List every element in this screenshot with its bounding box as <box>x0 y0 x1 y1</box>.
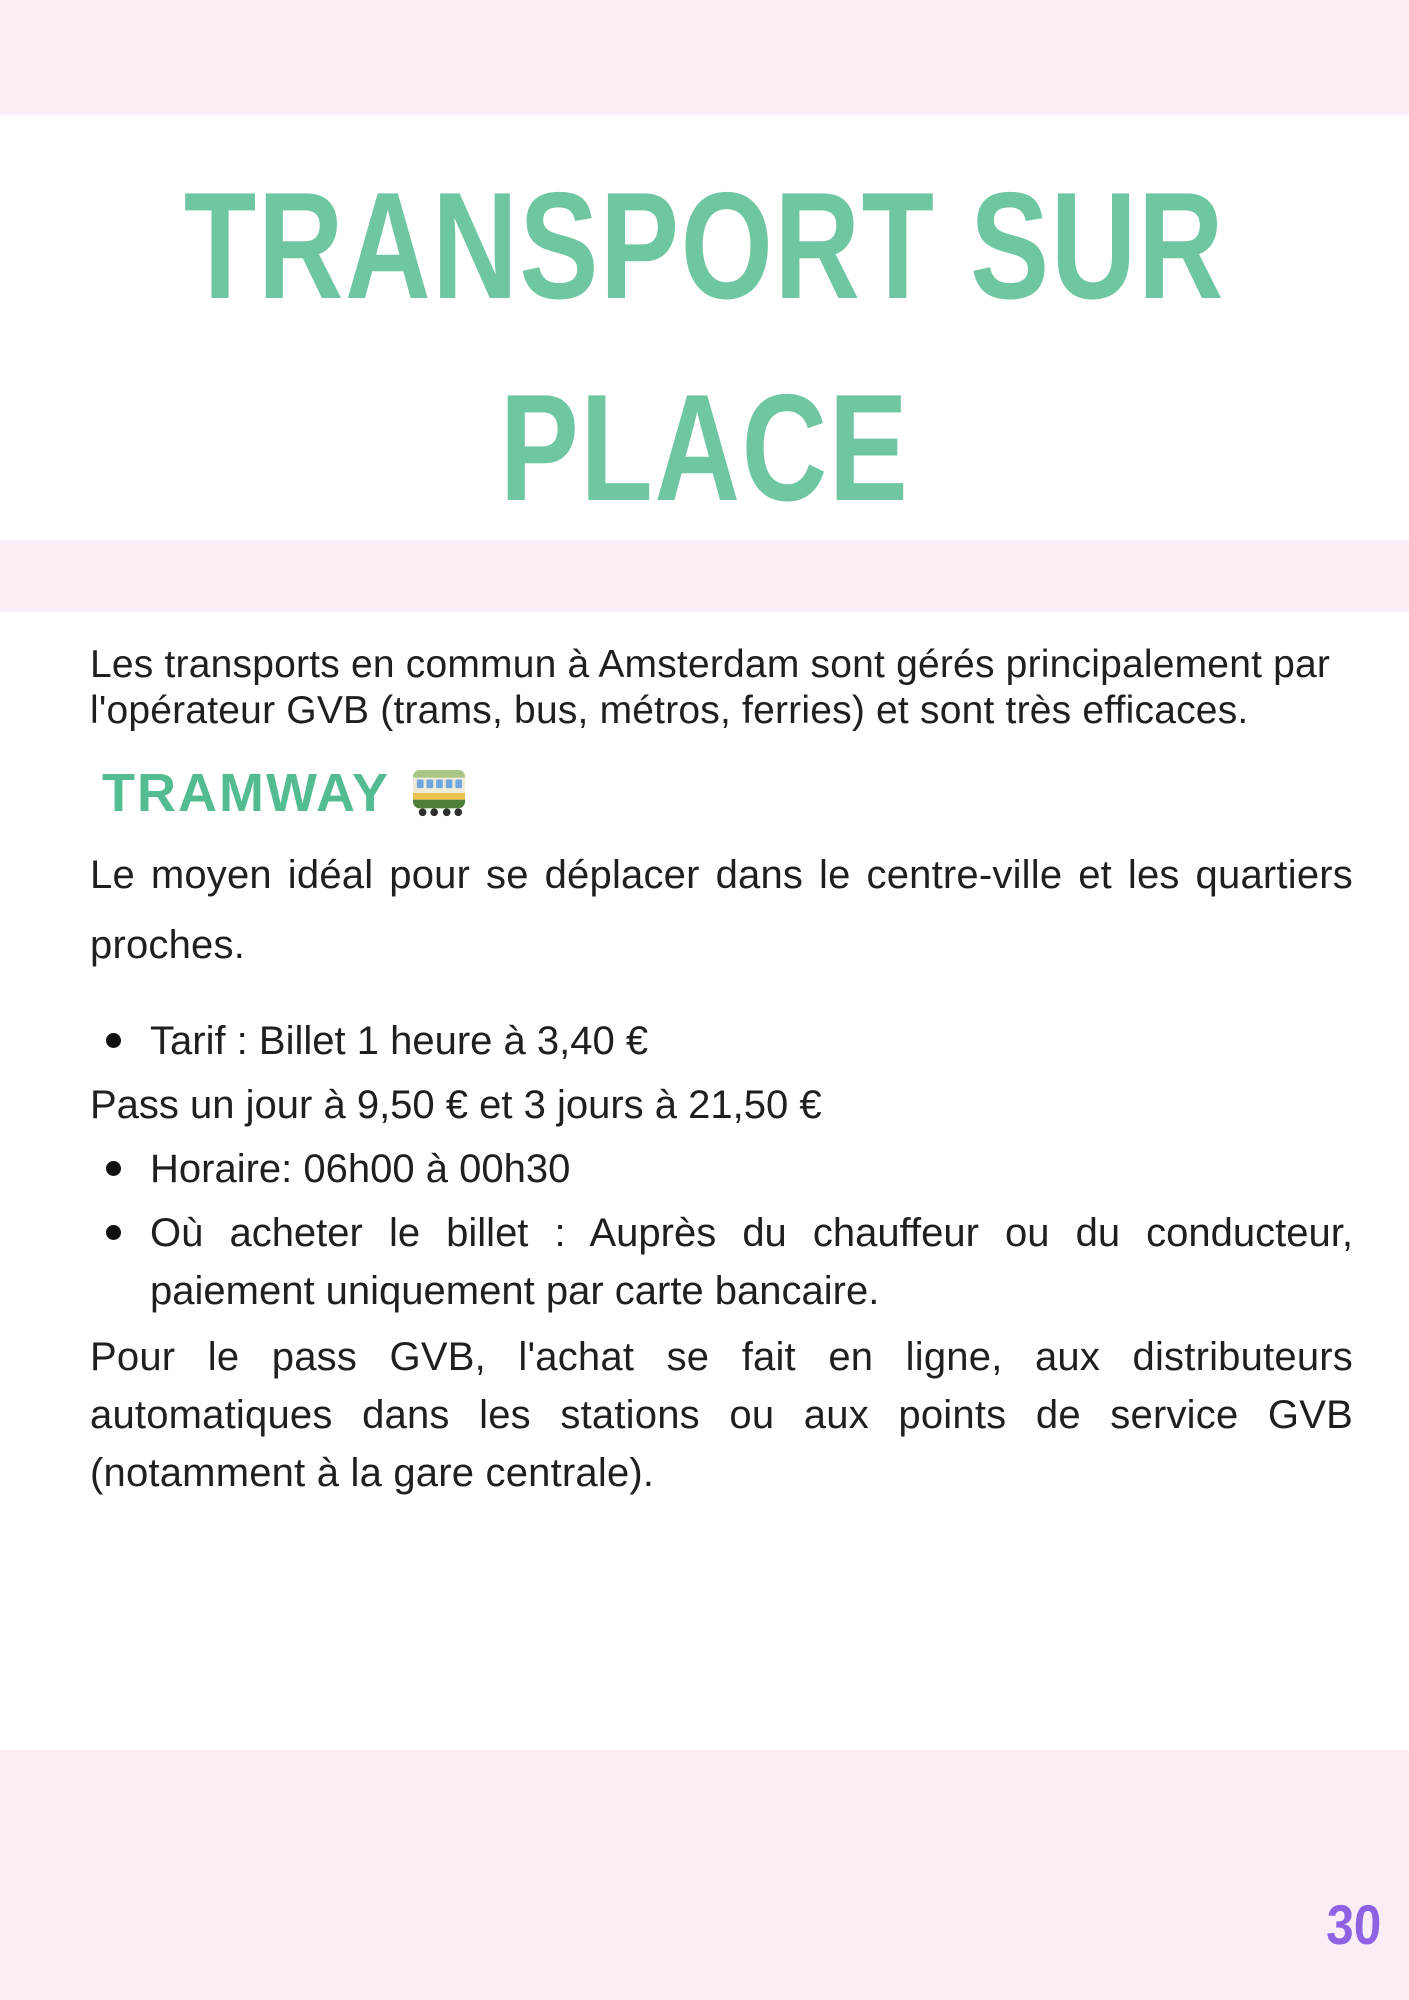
tarif-text: Tarif : Billet 1 heure à 3,40 € <box>150 1019 649 1064</box>
tramway-heading-row <box>90 762 1353 824</box>
bottom-pink-band <box>0 1750 1409 2000</box>
page-title <box>0 115 1409 540</box>
divider-pink-band <box>0 540 1409 612</box>
bullet-dot-icon <box>106 1161 121 1176</box>
pass-price-line: Pass un jour à 9,50 € et 3 jours à 21,50 € <box>90 1083 822 1128</box>
page-title-line-2: PLACE <box>499 363 910 533</box>
bullet-dot-icon <box>106 1033 121 1048</box>
purchase-text: Où acheter le billet : Auprès du chauffeur ou du conducteur, paiement uniquement par carte bancaire. <box>150 1211 1353 1314</box>
list-item-purchase <box>90 1204 1353 1320</box>
page-content <box>0 612 1409 1502</box>
tramway-heading: TRAMWAY <box>102 763 391 824</box>
page-number: 30 <box>1325 1893 1382 1956</box>
bullet-dot-icon <box>106 1225 121 1240</box>
page-title-line-1: TRANSPORT SUR <box>183 161 1226 331</box>
horaire-text: Horaire: 06h00 à 00h30 <box>150 1147 571 1192</box>
tramway-info-list <box>90 1012 1353 1320</box>
tram-icon <box>410 767 468 819</box>
list-item-tarif <box>90 1012 1353 1070</box>
list-item-horaire <box>90 1140 1353 1198</box>
tramway-description: Le moyen idéal pour se déplacer dans le centre-ville et les quartiers proches. <box>90 853 1353 968</box>
gvb-pass-paragraph: Pour le pass GVB, l'achat se fait en ligne, aux distributeurs automatiques dans les stations ou aux points de service GVB (notamment à la gare centrale). <box>90 1335 1353 1496</box>
intro-paragraph: Les transports en commun à Amsterdam sont gérés principalement par l'opérateur GVB (trams, bus, métros, ferries) et sont très efficaces. <box>90 643 1331 733</box>
top-pink-band <box>0 0 1409 115</box>
